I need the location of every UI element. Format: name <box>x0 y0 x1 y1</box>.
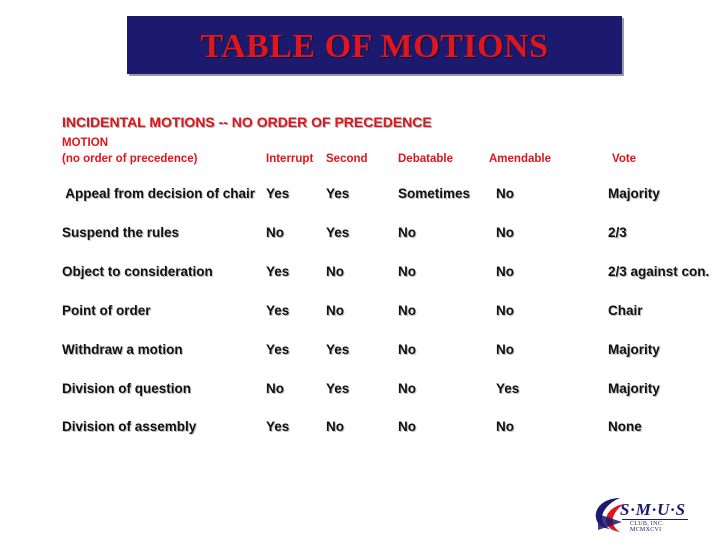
column-header-debatable: Debatable <box>398 153 453 165</box>
smus-logo <box>590 494 692 534</box>
cell-interrupt: No <box>266 225 284 240</box>
cell-second: Yes <box>326 342 350 357</box>
cell-second: No <box>326 419 344 434</box>
cell-debatable: No <box>398 419 416 434</box>
cell-amendable: No <box>496 419 514 434</box>
cell-amendable: No <box>496 342 514 357</box>
column-header-interrupt: Interrupt <box>266 153 314 165</box>
cell-debatable: No <box>398 381 416 396</box>
cell-amendable: No <box>496 264 514 279</box>
table-row <box>0 342 728 362</box>
column-header-second: Second <box>326 153 368 165</box>
cell-motion: Appeal from decision of chair <box>62 186 256 201</box>
cell-vote: Chair <box>608 303 643 318</box>
column-header-motion: MOTION <box>62 137 108 149</box>
section-subtitle: INCIDENTAL MOTIONS -- NO ORDER OF PRECEDENCE <box>62 114 432 130</box>
table-row <box>0 303 728 323</box>
table-row <box>0 225 728 245</box>
table-row <box>0 381 728 401</box>
cell-second: Yes <box>326 225 350 240</box>
cell-amendable: Yes <box>496 381 520 396</box>
cell-amendable: No <box>496 186 514 201</box>
cell-interrupt: Yes <box>266 419 290 434</box>
cell-debatable: Sometimes <box>398 186 471 201</box>
table-row <box>0 186 728 206</box>
column-header-vote: Vote <box>612 153 637 165</box>
cell-vote: Majority <box>608 186 660 201</box>
cell-motion: Suspend the rules <box>62 225 180 240</box>
cell-motion: Division of assembly <box>62 419 197 434</box>
cell-second: No <box>326 303 344 318</box>
column-header-motion-sub: (no order of precedence) <box>62 153 198 165</box>
cell-interrupt: Yes <box>266 342 290 357</box>
cell-debatable: No <box>398 342 416 357</box>
cell-debatable: No <box>398 303 416 318</box>
cell-debatable: No <box>398 264 416 279</box>
cell-debatable: No <box>398 225 416 240</box>
cell-second: Yes <box>326 186 350 201</box>
cell-interrupt: No <box>266 381 284 396</box>
cell-vote: Majority <box>608 342 660 357</box>
table-row <box>0 419 728 439</box>
cell-vote: 2/3 against con. <box>608 264 710 279</box>
logo-subtext: CLUB, INC. MCMXCVI <box>630 521 664 533</box>
cell-interrupt: Yes <box>266 264 290 279</box>
cell-motion: Object to consideration <box>62 264 213 279</box>
cell-amendable: No <box>496 225 514 240</box>
cell-interrupt: Yes <box>266 186 290 201</box>
cell-amendable: No <box>496 303 514 318</box>
cell-second: No <box>326 264 344 279</box>
cell-interrupt: Yes <box>266 303 290 318</box>
logo-divider <box>622 519 688 520</box>
cell-vote: 2/3 <box>608 225 627 240</box>
table-row <box>0 264 728 284</box>
title-banner <box>127 16 622 74</box>
cell-vote: Majority <box>608 381 660 396</box>
cell-vote: None <box>608 419 642 434</box>
column-header-amendable: Amendable <box>489 153 551 165</box>
cell-motion: Division of question <box>62 381 192 396</box>
logo-text: S·M·U·S <box>620 500 687 519</box>
page-title: TABLE OF MOTIONS <box>200 28 549 65</box>
cell-second: Yes <box>326 381 350 396</box>
cell-motion: Withdraw a motion <box>62 342 183 357</box>
cell-motion: Point of order <box>62 303 151 318</box>
